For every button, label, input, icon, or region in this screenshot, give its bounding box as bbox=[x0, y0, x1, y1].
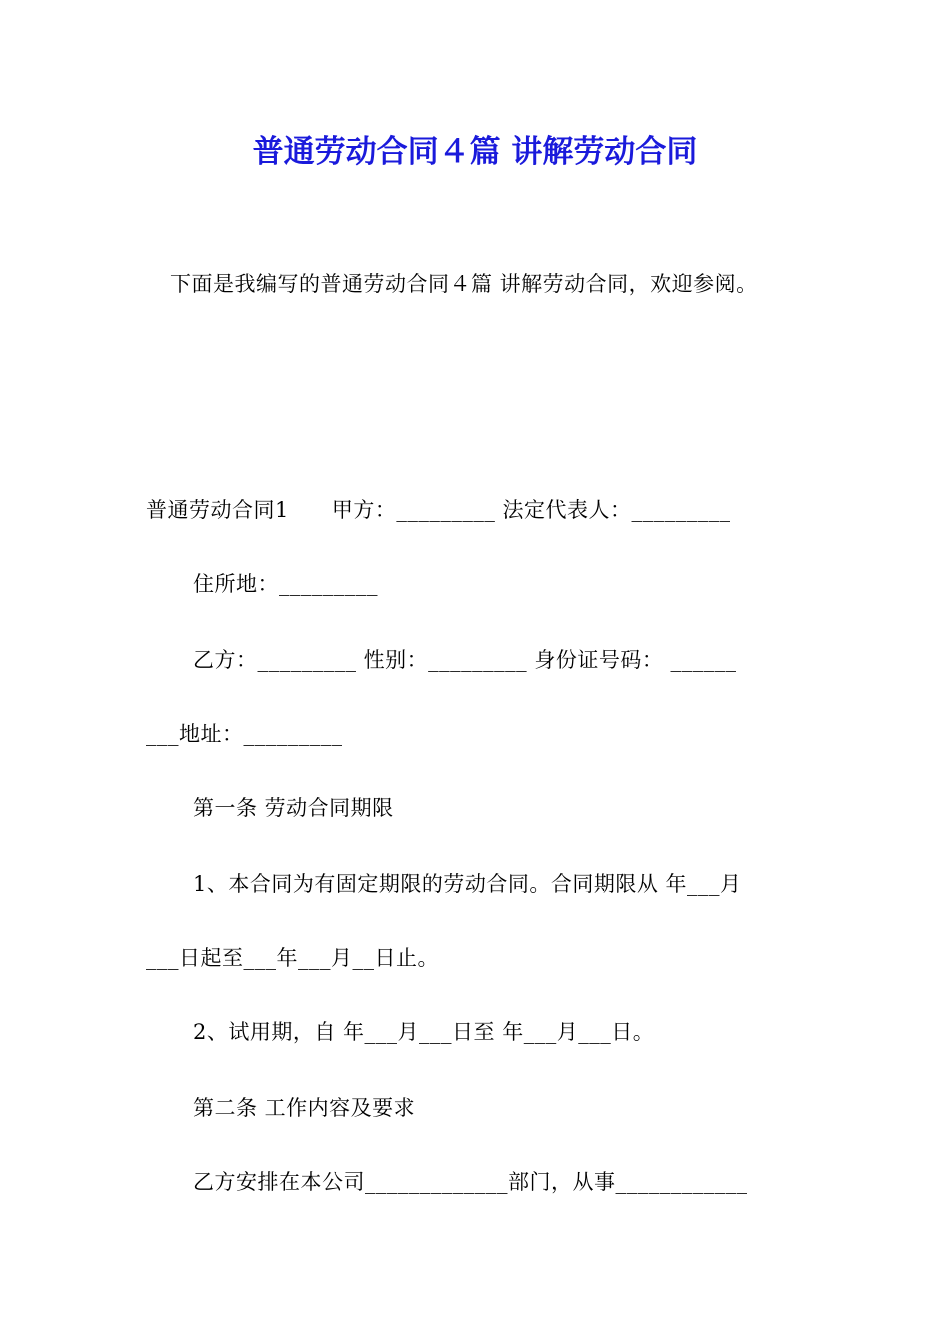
article-two-heading: 第二条 工作内容及要求 bbox=[193, 1096, 416, 1120]
intro-paragraph: 下面是我编写的普通劳动合同４篇 讲解劳动合同，欢迎参阅。 bbox=[170, 272, 758, 296]
party-b-address: ___地址：_________ bbox=[146, 722, 343, 746]
party-b-info: 乙方：_________ 性别：_________ 身份证号码： ______ bbox=[193, 648, 737, 672]
article-one-clause-1-cont: ___日起至___年___月__日止。 bbox=[146, 946, 439, 970]
article-one-clause-1: 1、本合同为有固定期限的劳动合同。合同期限从 年___月 bbox=[193, 872, 742, 896]
party-a-address: 住所地：_________ bbox=[193, 572, 378, 596]
article-one-heading: 第一条 劳动合同期限 bbox=[193, 796, 394, 820]
article-one-clause-2: 2、试用期，自 年___月___日至 年___月___日。 bbox=[193, 1020, 655, 1044]
document-title: 普通劳动合同４篇 讲解劳动合同 bbox=[252, 134, 698, 170]
contract-heading-party-a: 普通劳动合同1 甲方：_________ 法定代表人：_________ bbox=[146, 498, 731, 522]
article-two-body: 乙方安排在本公司_____________部门，从事____________ bbox=[193, 1170, 748, 1194]
